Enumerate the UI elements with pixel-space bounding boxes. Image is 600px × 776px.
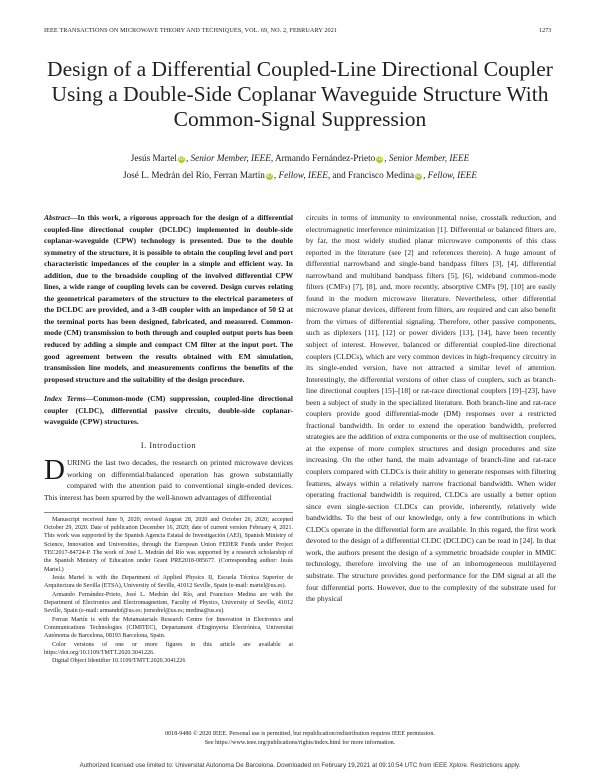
orcid-icon[interactable]: iD (415, 172, 422, 179)
author-membership: , Fellow, IEEE (423, 169, 477, 180)
drop-cap: D (44, 454, 65, 487)
abstract (44, 212, 293, 385)
index-terms-label: Index Terms— (44, 394, 94, 404)
section-heading: I. Introduction (140, 440, 197, 450)
author-name: , Armando Fernández-Prieto (270, 153, 376, 163)
orcid-icon[interactable]: iD (266, 172, 273, 179)
author-membership: , Fellow, IEEE (273, 169, 328, 180)
copyright-line: 0018-9480 © 2020 IEEE. Personal use is permitted, but republication/redistribution requires IEEE permission. (165, 731, 435, 737)
footnote-doi[interactable]: Digital Object Identifier 10.1109/TMTT.2020.3041226 (52, 658, 186, 665)
orcid-icon[interactable]: iD (178, 156, 185, 162)
body-paragraph: circuits in terms of immunity to environmental noise, crosstalk reduction, and electromagnetic interference minimization [1]. Differential or balanced filters are, by far, the most widely studied planar microwave components of this class reported in the literature (see [2] and references therein). A huge amount of differential narrowband and single-band bandpass filters [3], [4], differential narrowband and multiband bandpass filters [5], [6], wideband common-mode filters (CMFs) [7], [8], and, more recently, absorptive CMFs [9], [10] are easily found in the modern microwave literature. Nevertheless, other differential microwave planar devices, different from filters, are required and can also benefit from the virtues of differential signaling. Therefore, other passive components, such as diplexers [11], [12] or power dividers [13], [14], have been recently subject of interest. However, balanced or differential coupled-line directional couplers (CLDCs), which are very common devices in high-frequency circuitry in its single-ended version, have not attracted a similar level of attention. Interestingly, the differential versions of other class of couplers, such as branch-line directional couplers [15]–[18] or rat-race directional couplers [19]–[23], have been a subject of study in the specialized literature. Both branch-line and rat-race couplers provide good differential-mode (DM) responses over a restricted fractional bandwidth. In order to extend the operation bandwidth, preferred strategies are the addition of extra components or the use of multisection couplers, at the expense of more complex structures and design procedures and size increasing. On the other hand, the main advantage of branch-line and rat-race couplers compared with CLDCs is their ability to generate responses with filtering features, always within a relatively narrow fractional bandwidth. When wider operating fractional bandwidth is required, CLDCs are usually a better option since even single-section CLDCs can provide, inherently, relatively wide bandwidths. To the best of our knowledge, only a few contributions in which CLDCs operate in the differential form are available. In this regard, the first work devoted to the design of a differential CLDC (DCLDC) can be read in [24]. In that work, the authors present the design of a symmetric broadside coupler in MMIC technology, therefore involving the use of an inhomogeneous multilayered substrate. The structure provides good performance for the DM signal at all the four differential ports. However, due to the complexity of the substrate used for the physical (306, 213, 556, 604)
footnote-affiliation: Jesús Martel is with the Department of Applied Physics II, Escuela Técnica Superior de Arquitectura de Sevilla (ETSA), University of Seville, 41012 Seville, Spain (e-mail: martel@us.es). (44, 574, 293, 590)
author-membership: , Senior Member, IEEE (384, 153, 470, 163)
author-list (40, 150, 560, 183)
paper-title: Design of a Differential Coupled-Line Directional Coupler Using a Double-Side Coplanar Waveguide Structure With Common-Signal Suppression (47, 57, 553, 131)
footnote-manuscript: Manuscript received June 9, 2020; revised August 28, 2020 and October 26, 2020; accepted October 29, 2020. Date of publication December 16, 2020; date of current version February 4, 2021. This work was supported by the Spanish Agencia Estatal de Investigación (AEI), Spanish Ministry of Science, Innovation and Universities, through the European Union FEDER Funds under Project TEC2017-84724-P. The work of José L. Medrán del Río was supported by a research scholarship of the Spanish Ministry of Education under Grant PRE2018-085677. (Corresponding author: Jesús Martel.) (44, 516, 293, 573)
orcid-icon[interactable]: iD (377, 156, 383, 162)
author-name: José L. Medrán del Río, Ferran Martín (123, 169, 265, 180)
intro-text: URING the last two decades, the research on printed microwave devices working on differential/balanced operation has grown substantially compared with the attention paid to conventional single-ended devices. This interest has been spurred by the well-known advantages of differential (44, 458, 293, 503)
running-header: IEEE TRANSACTIONS ON MICROWAVE THEORY AND TECHNIQUES, VOL. 69, NO. 2, FEBRUARY 2021 (44, 27, 338, 34)
author-membership: , Senior Member, IEEE (185, 153, 271, 163)
rights-link-line[interactable]: See https://www.ieee.org/publications/rights/index.html for more information. (204, 739, 396, 746)
author-line-1 (40, 150, 560, 167)
index-terms (44, 393, 293, 428)
page-number: 1273 (539, 27, 552, 34)
footnote-affiliation: Armando Fernández-Prieto, José L. Medrán del Río, and Francisco Medina are with the Department of Electronics and Electromagnetism, Faculty of Physics, University of Seville, 41012 Seville, Spain (e-mail: armandof@us.es; jomedrel@us.es; medina@us.es). (44, 591, 293, 615)
footnote-affiliation: Ferran Martín is with the Metamaterials Research Centre for Innovation in Electronics and Communications Technologies (CIMITEC), Departament d'Enginyeria Electrònica, Universitat Autònoma de Barcelona, 08193 Barcelona, Spain. (44, 616, 293, 640)
abstract-text: In this work, a rigorous approach for the design of a differential coupled-line directional coupler (DCLDC) implemented in double-side coplanar-waveguide (CPW) technology is presented. Due to the double symmetry of the structure, it is possible to obtain the coupling level and port characteristic impedances of the coupler in a simple and efficient way. In addition, due to the broadside coupling of the involved differential CPW lines, a wide range of coupling levels can be covered. Design curves relating the geometrical parameters of the structure to the electrical parameters of the DCLDC are provided, and a 3-dB coupler with an impedance of 50 Ω at the terminal ports has been designed, fabricated, and measured. Common-mode (CM) transmission to both through and coupled output ports has been reduced by adding a simple and compact CM filter at the input port. The good agreement between the results obtained with EM simulation, transmission line models, and measurements confirms the benefits of the proposed structure and the suitability of the design procedure. (44, 213, 293, 384)
index-terms-text: Common-mode (CM) suppression, coupled-line directional coupler (CLDC), differential passive circuits, double-side coplanar-waveguide (CPW) structures. (44, 394, 293, 427)
author-line-2 (40, 167, 560, 184)
left-column (44, 212, 293, 666)
abstract-label: Abstract— (44, 213, 78, 222)
copyright-notice (40, 730, 560, 747)
author-name: Jesús Martel (130, 153, 177, 163)
right-column (306, 212, 556, 605)
footnote-color-versions[interactable]: Color versions of one or more figures in this article are available at https://doi.org/10.1109/TMTT.2020.3041226. (44, 641, 293, 657)
license-bar: Authorized licensed use limited to: Universitat Autonoma De Barcelona. Downloaded on February 19,2021 at 09:10:54 UTC from IEEE Xplore. Restrictions apply. (79, 762, 521, 769)
footnotes (44, 512, 293, 666)
author-name: , and Francisco Medina (327, 169, 415, 180)
intro-paragraph (44, 454, 293, 503)
